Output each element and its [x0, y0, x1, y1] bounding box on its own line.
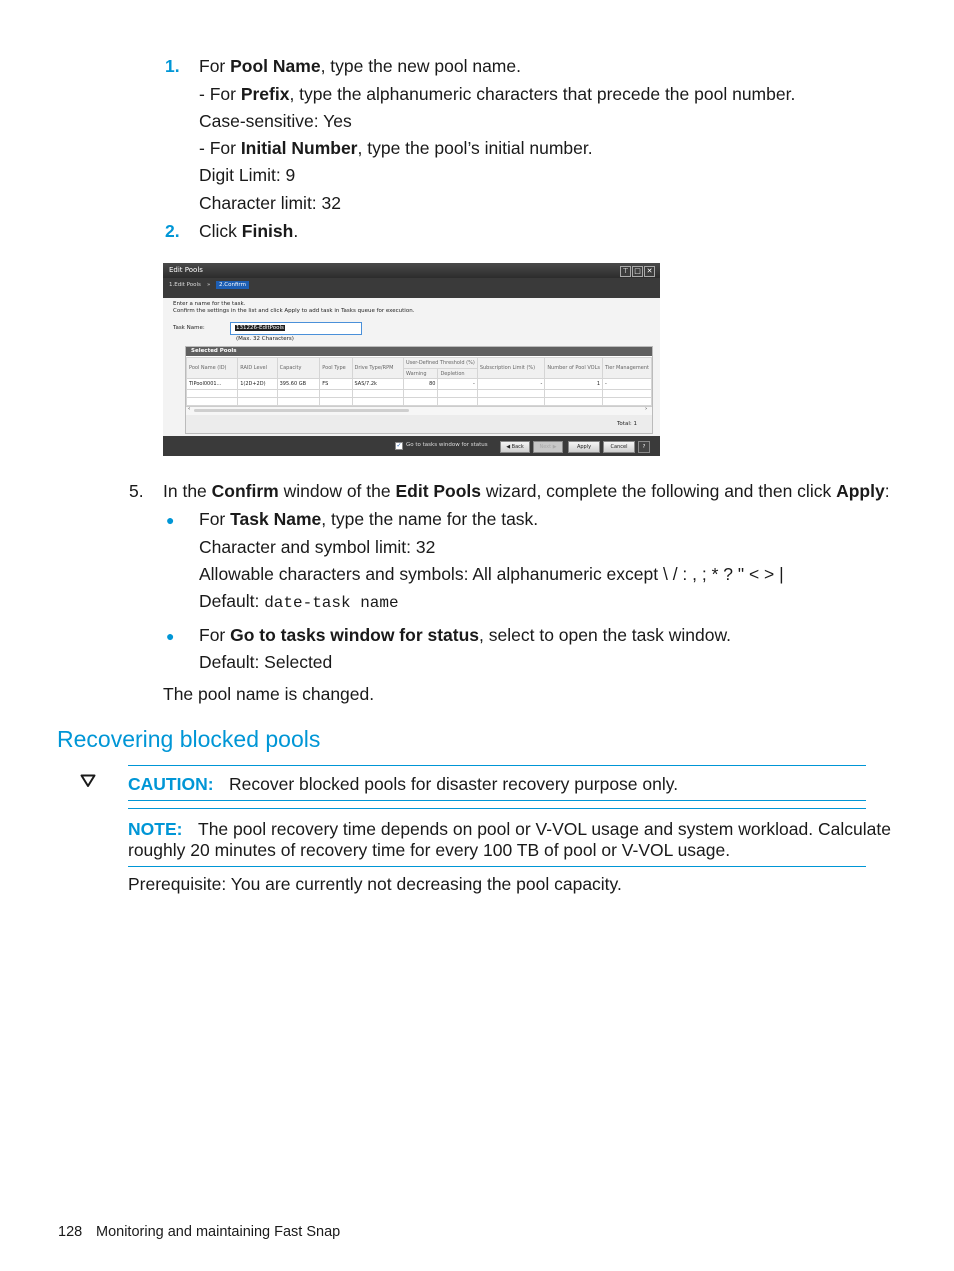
table-header-row — [187, 358, 652, 369]
scroll-left-icon[interactable]: ‹ — [188, 406, 191, 412]
bullet-icon: ● — [166, 512, 175, 528]
pin-icon[interactable]: ⊤ — [620, 266, 631, 277]
case-sensitive-text: Case-sensitive: Yes — [199, 111, 352, 131]
go-to-tasks-bullet: For Go to tasks window for status, select to open the task window. — [199, 625, 732, 645]
dialog-title: Edit Pools — [169, 266, 203, 274]
scroll-right-icon[interactable]: › — [645, 406, 648, 412]
dialog-body — [163, 298, 660, 436]
close-icon[interactable]: ✕ — [644, 266, 655, 277]
caution-text: Recover blocked pools for disaster recovery purpose only. — [229, 774, 679, 794]
chapter-title: Monitoring and maintaining Fast Snap — [96, 1224, 341, 1240]
note-bottom-rule — [128, 866, 866, 867]
maximize-icon[interactable]: □ — [632, 266, 643, 277]
cancel-button[interactable]: Cancel — [603, 441, 635, 453]
step-number: 2. — [165, 221, 180, 241]
col-pool-type[interactable]: Pool Type — [320, 358, 352, 379]
back-button[interactable]: ◀ Back — [500, 441, 530, 453]
prefix-text: - For Prefix, type the alphanumeric characters that precede the pool number. — [199, 84, 796, 104]
character-symbol-limit: Character and symbol limit: 32 — [199, 537, 436, 557]
next-button[interactable]: Next ▶ — [533, 441, 563, 453]
col-warning[interactable]: Warning — [403, 369, 438, 379]
instruction-line-2: Confirm the settings in the list and click Apply to add task in Tasks queue for execution. — [173, 308, 415, 314]
allowable-characters: Allowable characters and symbols: All alphanumeric except \ / : , ; * ? " < > | — [199, 564, 784, 584]
crumb-confirm: 2.Confirm — [216, 281, 249, 289]
table-footer — [186, 415, 652, 433]
col-pool-name[interactable]: Pool Name (ID) — [187, 358, 238, 379]
col-drive-type[interactable]: Drive Type/RPM — [352, 358, 403, 379]
col-depletion[interactable]: Depletion — [438, 369, 477, 379]
horizontal-scrollbar[interactable] — [186, 406, 652, 415]
selected-pools-panel — [185, 346, 653, 434]
caution-icon — [80, 772, 96, 793]
step-text: Click Finish. — [199, 221, 299, 241]
result-text: The pool name is changed. — [163, 684, 375, 704]
go-to-tasks-label: Go to tasks window for status — [406, 442, 488, 448]
col-pool-vols[interactable]: Number of Pool VOLs — [545, 358, 603, 379]
prerequisite-text: Prerequisite: You are currently not decreasing the pool capacity. — [128, 874, 622, 894]
caution-top-rule — [128, 765, 866, 766]
go-to-tasks-checkbox[interactable]: ✓ — [396, 442, 402, 449]
section-heading: Recovering blocked pools — [57, 726, 321, 752]
crumb-edit-pools: 1.Edit Pools — [169, 282, 201, 288]
pools-table — [186, 357, 652, 406]
selected-pools-header — [186, 347, 652, 356]
col-subscription-limit[interactable]: Subscription Limit (%) — [477, 358, 545, 379]
note-top-rule — [128, 808, 866, 809]
note-text-line-1: The pool recovery time depends on pool or V-VOL usage and system workload. Calculate — [198, 819, 891, 839]
edit-pools-dialog-screenshot — [163, 263, 660, 456]
cell-pool-type: FS — [320, 379, 352, 390]
col-tier-management[interactable]: Tier Management — [603, 358, 652, 379]
note-label: NOTE: — [128, 819, 183, 839]
scrollbar-thumb[interactable] — [194, 409, 409, 412]
cell-depletion: - — [438, 379, 477, 390]
dialog-footer — [163, 436, 660, 456]
table-row — [187, 390, 652, 398]
digit-limit-text: Digit Limit: 9 — [199, 165, 296, 185]
step-number: 5. — [129, 481, 144, 501]
caution-bottom-rule — [128, 800, 866, 801]
table-row — [187, 398, 652, 406]
wizard-breadcrumb — [163, 278, 660, 298]
task-name-value: 131226-EditPools — [236, 325, 284, 331]
help-button[interactable]: ? — [638, 441, 650, 453]
col-capacity[interactable]: Capacity — [277, 358, 320, 379]
cell-tier-management: - — [603, 379, 652, 390]
col-raid-level[interactable]: RAID Level — [238, 358, 277, 379]
note-text-line-2: roughly 20 minutes of recovery time for every 100 TB of pool or V-VOL usage. — [128, 840, 731, 860]
cell-warning: 80 — [403, 379, 438, 390]
step-number: 1. — [165, 56, 180, 76]
selected-pools-title: Selected Pools — [191, 348, 237, 354]
crumb-separator: » — [207, 282, 211, 288]
cell-subscription-limit: - — [477, 379, 545, 390]
max-characters-hint: (Max. 32 Characters) — [236, 336, 294, 342]
task-name-bullet: For Task Name, type the name for the task. — [199, 509, 539, 529]
dialog-titlebar — [163, 263, 660, 278]
cell-drive-type: SAS/7.2k — [352, 379, 403, 390]
step-five-text: In the Confirm window of the Edit Pools wizard, complete the following and then click Apply: — [163, 481, 890, 501]
cell-capacity: 395.60 GB — [277, 379, 320, 390]
cell-raid-level: 1(2D+2D) — [238, 379, 277, 390]
apply-button[interactable]: Apply — [568, 441, 600, 453]
page-number: 128 — [58, 1224, 83, 1240]
table-row[interactable] — [187, 379, 652, 390]
cell-pool-name: TIPool0001... — [187, 379, 238, 390]
step-text: For Pool Name, type the new pool name. — [199, 56, 521, 76]
default-selected: Default: Selected — [199, 652, 333, 672]
bullet-icon: ● — [166, 628, 175, 644]
task-name-input[interactable] — [230, 322, 362, 335]
caution-label: CAUTION: — [128, 774, 214, 794]
cell-pool-vols: 1 — [545, 379, 603, 390]
character-limit-text: Character limit: 32 — [199, 193, 341, 213]
task-name-label: Task Name: — [173, 325, 205, 331]
default-task-name: Default: date-task name — [199, 591, 399, 612]
instruction-line-1: Enter a name for the task. — [173, 301, 246, 307]
initial-number-text: - For Initial Number, type the pool’s initial number. — [199, 138, 593, 158]
total-count: Total: 1 — [617, 421, 637, 427]
col-threshold[interactable]: User-Defined Threshold (%) — [403, 358, 477, 369]
